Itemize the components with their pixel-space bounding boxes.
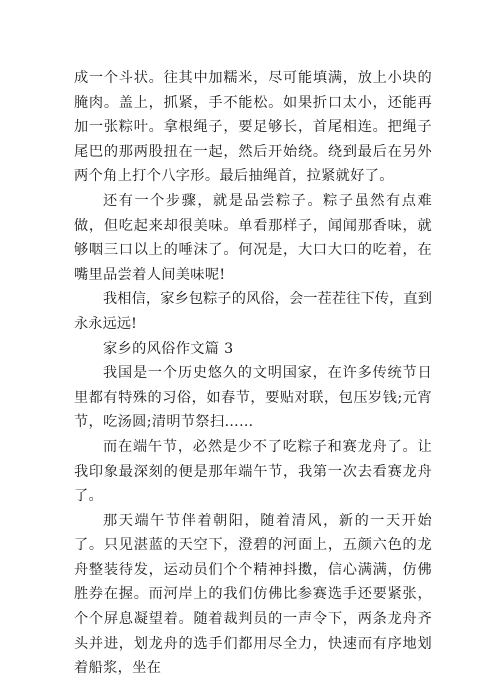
paragraph-custom-passed-down: 我相信，家乡包粽子的风俗，会一茬茬往下传，直到永永远远! [74,291,432,332]
paragraph-dragon-boat-festival: 而在端午节，必然是少不了吃粽子和赛龙舟了。让我印象最深刻的便是那年端午节，我第一次去看赛龙舟了。 [74,438,432,505]
paragraph-traditional-festivals: 我国是一个历史悠久的文明国家，在许多传统节日里都有特殊的习俗，如春节，要贴对联，包压岁钱;元宵节，吃汤圆;清明节祭扫…… [74,365,432,431]
section-heading: 家乡的风俗作文篇 3 [103,340,234,357]
paragraph-tasting-zongzi: 还有一个步骤，就是品尝粽子。粽子虽然有点难做，但吃起来却很美味。单看那样子，闻闻那香味，就够咽三口以上的唾沫了。何况是，大口大口的吃着，在嘴里品尝着人间美味呢! [74,192,432,283]
paragraph-dragon-boat-race: 那天端午节伴着朝阳，随着清风，新的一天开始了。只见湛蓝的天空下，澄碧的河面上，五颜六色的龙舟整装待发，运动员们个个精神抖擞，信心满满，仿佛胜券在握。而河岸上的我们仿佛比参赛选手还要紧张，个个屏息凝望着。随着裁判员的一声令下，两条龙舟齐头并进，划龙舟的选手们都用尽全力，快速而有序地划着船浆，坐在 [74,512,432,677]
paragraph-zongzi-wrapping: 成一个斗状。往其中加糯米，尽可能填满，放上小块的腌肉。盖上，抓紧，手不能松。如果折口太小，还能再加一张粽叶。拿根绳子，要足够长，首尾相连。把绳子尾巴的那两股扭在一起，然后开始绕。绕到最后在另外两个角上打个八字形。最后抽绳首，拉紧就好了。 [74,70,432,185]
